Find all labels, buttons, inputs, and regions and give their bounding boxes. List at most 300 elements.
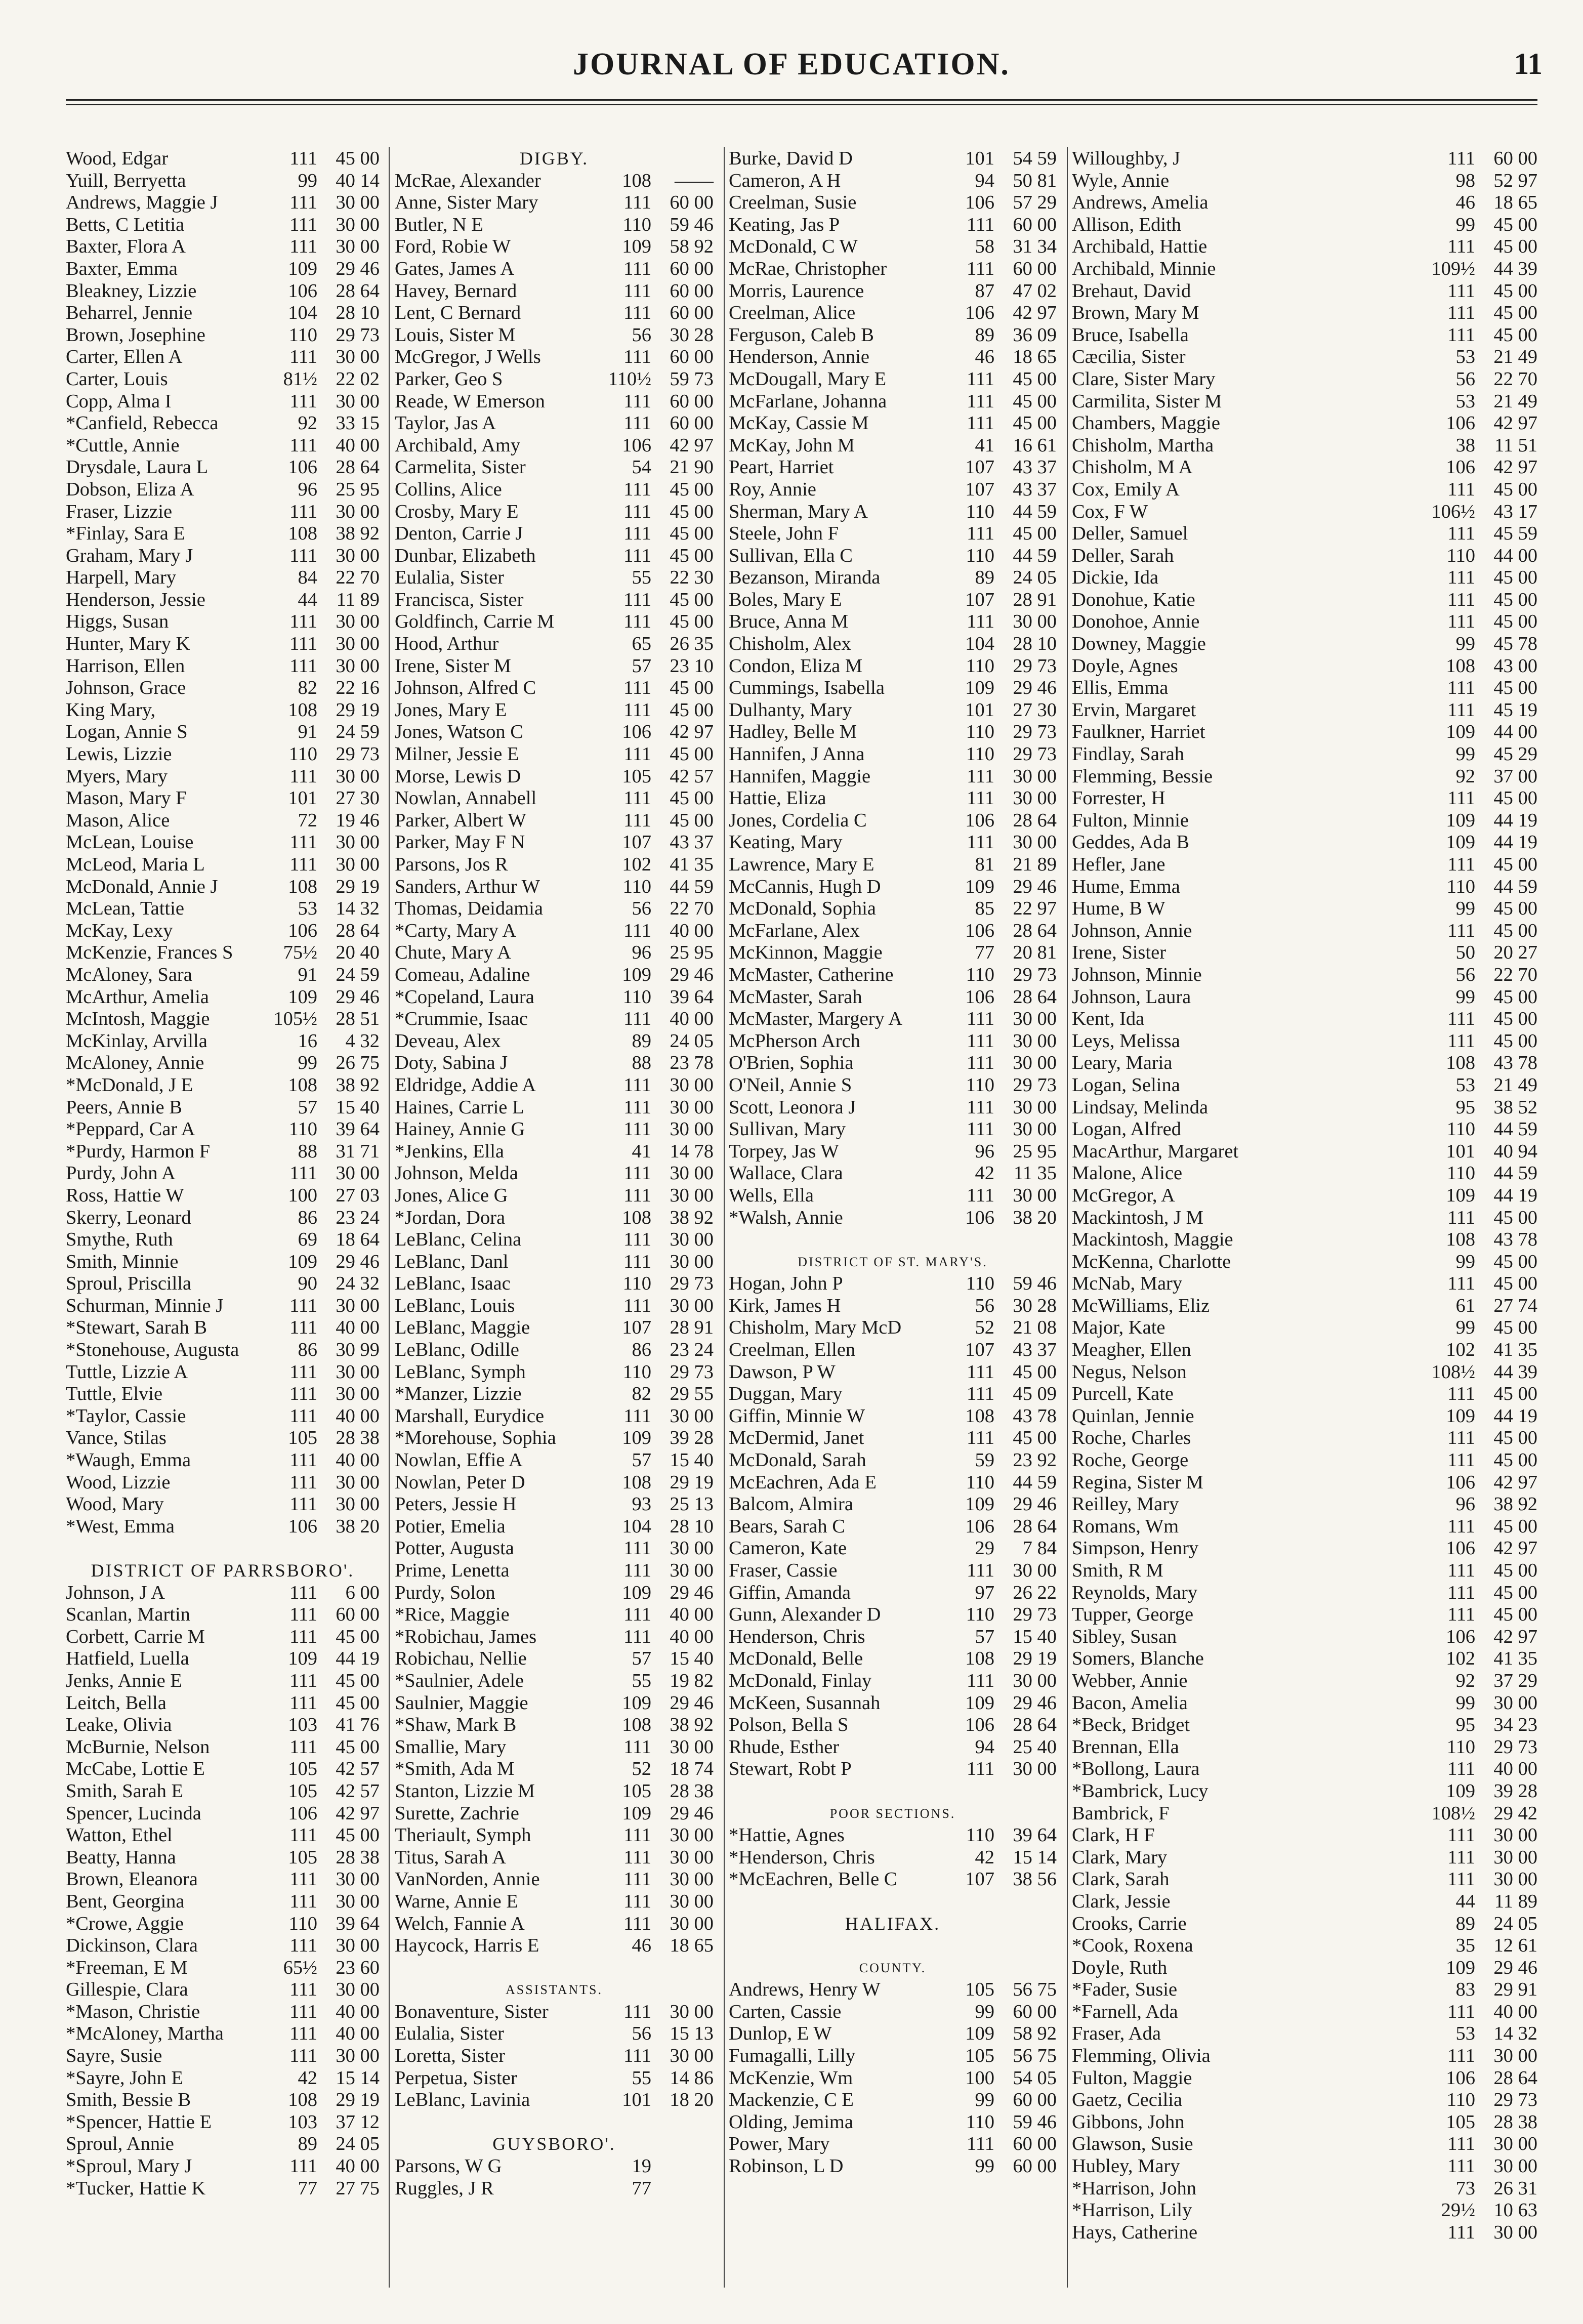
table-row [66, 1030, 380, 1053]
table-row [1072, 236, 1537, 258]
teacher-name: McDonald, C W [729, 236, 858, 258]
table-row [729, 1207, 1057, 1229]
table-row [1072, 1780, 1537, 1803]
grant-amount: 24 05 [1013, 567, 1057, 589]
grant-amount: 28 64 [1013, 1714, 1057, 1736]
teacher-name: Taylor, Jas A [395, 412, 496, 434]
teacher-name: *Stonehouse, Augusta [66, 1339, 239, 1361]
days-taught: 101 [1446, 1140, 1475, 1162]
table-row [66, 1758, 380, 1780]
table-row [395, 1295, 714, 1317]
grant-amount: 56 75 [1013, 1979, 1057, 2001]
grant-amount: 14 86 [670, 2067, 714, 2089]
grant-amount: 11 35 [1013, 1163, 1057, 1184]
table-row [395, 1780, 714, 1803]
days-taught: 106 [965, 986, 994, 1008]
table-row [729, 2045, 1057, 2067]
days-taught: 52 [975, 1317, 994, 1339]
table-row [395, 1185, 714, 1207]
days-taught: 111 [289, 1626, 317, 1647]
days-taught: 58 [975, 236, 994, 258]
teacher-name: Hogan, John P [729, 1273, 843, 1295]
teacher-name: McWilliams, Eliz [1072, 1295, 1210, 1316]
teacher-name: Leake, Olivia [66, 1714, 172, 1736]
teacher-name: Surette, Zachrie [395, 1802, 519, 1824]
teacher-name: Peers, Annie B [66, 1096, 182, 1118]
days-taught: 57 [632, 1648, 651, 1670]
grant-amount: 29 46 [1493, 1957, 1537, 1978]
days-taught: 105 [1446, 2111, 1475, 2133]
grant-amount: 28 91 [1013, 589, 1057, 610]
teacher-name: Crooks, Carrie [1072, 1913, 1187, 1934]
teacher-name: Cameron, Kate [729, 1538, 847, 1559]
teacher-name: Somers, Blanche [1072, 1648, 1204, 1670]
table-row [1072, 898, 1537, 920]
page-header [0, 0, 1583, 137]
table-row [729, 302, 1057, 324]
days-taught: 106 [288, 920, 317, 941]
days-taught: 111 [1447, 611, 1475, 633]
table-row [1072, 721, 1537, 743]
days-taught: 59 [975, 1449, 994, 1471]
table-row [1072, 479, 1537, 501]
days-taught: 90 [298, 1273, 317, 1295]
teacher-name: McGregor, A [1072, 1184, 1175, 1206]
grant-amount: 38 20 [336, 1515, 380, 1537]
days-taught: 109 [1446, 832, 1475, 853]
teacher-name: Smith, Bessie B [66, 2089, 191, 2111]
table-row [66, 1317, 380, 1339]
teacher-name: Butler, N E [395, 214, 483, 235]
teacher-name: Roche, Charles [1072, 1427, 1191, 1449]
table-row [395, 699, 714, 722]
teacher-name: Titus, Sarah A [395, 1846, 507, 1868]
days-taught: 109 [1446, 721, 1475, 743]
table-row [729, 1648, 1057, 1670]
days-taught: 106 [965, 192, 994, 214]
grant-amount: 29 73 [1013, 1074, 1057, 1096]
table-row [66, 523, 380, 545]
teacher-name: *Hattie, Agnes [729, 1824, 845, 1846]
grant-amount: 30 00 [670, 1229, 714, 1251]
teacher-name: Smallie, Mary [395, 1736, 507, 1758]
teacher-name: McDonald, Sophia [729, 898, 876, 920]
teacher-name: Cæcilia, Sister [1072, 346, 1186, 368]
teacher-name: McBurnie, Nelson [66, 1736, 210, 1758]
teacher-name: Johnson, Melda [395, 1163, 518, 1184]
grant-amount: 43 78 [1013, 1405, 1057, 1427]
table-row [1072, 2045, 1537, 2067]
days-taught: 106 [965, 1515, 994, 1537]
teacher-name: Prime, Lenetta [395, 1560, 510, 1581]
table-row [66, 721, 380, 743]
grant-amount: 30 00 [336, 832, 380, 853]
table-row [395, 1648, 714, 1670]
table-row [66, 832, 380, 854]
grant-amount: 24 59 [336, 721, 380, 743]
grant-amount: 30 00 [1493, 2155, 1537, 2177]
teacher-name: Saulnier, Maggie [395, 1692, 528, 1714]
table-row [1072, 1185, 1537, 1207]
days-taught: 102 [622, 854, 651, 875]
grant-amount: 44 19 [1493, 1405, 1537, 1427]
table-row [395, 1273, 714, 1295]
teacher-name: *Copeland, Laura [395, 986, 534, 1008]
table-row [1072, 1074, 1537, 1097]
grant-amount: 45 00 [1493, 324, 1537, 346]
teacher-name: Purdy, Solon [395, 1582, 495, 1603]
grant-amount: 28 38 [336, 1427, 380, 1449]
teacher-name: *Rice, Maggie [395, 1604, 510, 1626]
table-row [1072, 280, 1537, 303]
days-taught: 111 [623, 1538, 651, 1559]
table-row [1072, 832, 1537, 854]
teacher-name: Jones, Mary E [395, 699, 507, 721]
table-row [1072, 456, 1537, 479]
days-taught: 111 [623, 1251, 651, 1272]
grant-amount: 45 00 [670, 743, 714, 765]
grant-amount: 58 92 [1013, 2023, 1057, 2045]
table-row [729, 655, 1057, 678]
table-row [1072, 1472, 1537, 1494]
days-taught: 109 [622, 1692, 651, 1714]
teacher-name: Clark, H F [1072, 1824, 1155, 1846]
grant-amount: 25 40 [1013, 1736, 1057, 1758]
table-row [1072, 412, 1537, 435]
grant-amount: 42 57 [336, 1758, 380, 1780]
teacher-name: Lindsay, Melinda [1072, 1096, 1209, 1118]
days-taught: 82 [298, 677, 317, 699]
table-row [395, 832, 714, 854]
table-row [1072, 1803, 1537, 1825]
days-taught: 111 [623, 2001, 651, 2022]
days-taught: 108 [288, 699, 317, 721]
grant-amount: 42 57 [336, 1780, 380, 1802]
grant-amount: 45 00 [1493, 236, 1537, 258]
teacher-name: Hume, B W [1072, 898, 1165, 920]
teacher-name: Lewis, Lizzie [66, 743, 172, 765]
grant-amount: 30 00 [670, 2001, 714, 2022]
days-taught: 86 [298, 1207, 317, 1228]
teacher-name: McMaster, Margery A [729, 1008, 903, 1030]
table-row [66, 1163, 380, 1185]
table-row [1072, 1648, 1537, 1670]
teacher-name: Wood, Edgar [66, 148, 169, 169]
days-taught: 56 [632, 324, 651, 346]
grant-amount: 60 00 [1013, 2089, 1057, 2111]
table-row [395, 1604, 714, 1626]
table-row [1072, 1714, 1537, 1736]
teacher-name: McKay, John M [729, 434, 855, 456]
table-row [395, 1097, 714, 1119]
teacher-name: Wood, Lizzie [66, 1471, 171, 1493]
table-row [729, 1869, 1057, 1891]
days-taught: 111 [967, 390, 994, 412]
table-row [66, 633, 380, 655]
teacher-name: Harpell, Mary [66, 567, 177, 589]
teacher-name: Peters, Jessie H [395, 1493, 517, 1515]
teacher-name: Scanlan, Martin [66, 1604, 190, 1626]
table-row [66, 1935, 380, 1957]
table-row [729, 1052, 1057, 1074]
days-taught: 108½ [1431, 1802, 1475, 1824]
grant-amount: 43 37 [1013, 478, 1057, 500]
table-row [395, 854, 714, 876]
grant-amount: 30 00 [1013, 1758, 1057, 1780]
teacher-name: Polson, Bella S [729, 1714, 849, 1736]
days-taught: 111 [289, 1405, 317, 1427]
teacher-name: Fraser, Lizzie [66, 501, 173, 522]
teacher-name: Sullivan, Mary [729, 1118, 846, 1140]
section-heading: POOR SECTIONS. [829, 1806, 956, 1821]
teacher-name: Nowlan, Peter D [395, 1471, 525, 1493]
table-row [66, 258, 380, 280]
days-taught: 111 [1447, 1515, 1475, 1537]
teacher-name: Betts, C Letitia [66, 214, 185, 235]
teacher-name: Fulton, Maggie [1072, 2067, 1192, 2089]
days-taught: 102 [1446, 1339, 1475, 1361]
table-row [395, 280, 714, 303]
days-taught: 55 [632, 1670, 651, 1691]
grant-amount: 38 92 [670, 1207, 714, 1228]
grant-amount: 44 39 [1493, 1361, 1537, 1383]
table-row [1072, 1582, 1537, 1604]
header-rule [66, 99, 1537, 101]
teacher-name: *McEachren, Belle C [729, 1869, 897, 1890]
days-taught: 109½ [1431, 258, 1475, 279]
teacher-name: Parker, Albert W [395, 809, 526, 831]
days-taught: 42 [975, 1846, 994, 1868]
teacher-name: Copp, Alma I [66, 390, 172, 412]
days-taught: 101 [965, 699, 994, 721]
teacher-name: Brennan, Ella [1072, 1736, 1179, 1758]
grant-amount: 40 00 [670, 1604, 714, 1626]
teacher-name: Deller, Sarah [1072, 545, 1174, 566]
days-taught: 103 [288, 2111, 317, 2133]
table-row [395, 1493, 714, 1516]
section-heading: DISTRICT OF ST. MARY'S. [798, 1254, 988, 1269]
teacher-name: *Stewart, Sarah B [66, 1317, 207, 1339]
section-heading: DISTRICT OF PARRSBORO'. [91, 1560, 355, 1581]
days-taught: 55 [632, 567, 651, 589]
teacher-name: *Bambrick, Lucy [1072, 1780, 1209, 1802]
table-row [729, 633, 1057, 655]
days-taught: 111 [623, 523, 651, 545]
grant-amount: 30 00 [1013, 1030, 1057, 1052]
days-taught: 77 [975, 942, 994, 964]
days-taught: 111 [289, 390, 317, 412]
teacher-name: Roy, Annie [729, 478, 816, 500]
table-row [729, 1008, 1057, 1030]
teacher-name: Meagher, Ellen [1072, 1339, 1191, 1361]
grant-amount: 27 03 [336, 1184, 380, 1206]
days-taught: 111 [967, 523, 994, 545]
teacher-name: Carter, Ellen A [66, 346, 183, 368]
table-row [1072, 1604, 1537, 1626]
days-taught: 107 [965, 1869, 994, 1890]
grant-amount: 23 78 [670, 1052, 714, 1074]
teacher-name: Balcom, Almira [729, 1493, 853, 1515]
grant-amount: 24 32 [336, 1273, 380, 1295]
table-row [1072, 2001, 1537, 2023]
table-row [66, 501, 380, 523]
grant-amount: 45 00 [1013, 1361, 1057, 1383]
teacher-name: Chisholm, Alex [729, 633, 851, 655]
grant-amount: 45 00 [670, 787, 714, 809]
grant-amount: 21 90 [670, 456, 714, 478]
days-taught: 107 [622, 832, 651, 853]
table-row [395, 2023, 714, 2045]
grant-amount: 54 05 [1013, 2067, 1057, 2089]
days-taught: 109 [288, 986, 317, 1008]
grant-amount: 28 64 [1013, 920, 1057, 941]
days-taught: 109 [288, 258, 317, 279]
teacher-name: McDonald, Belle [729, 1648, 863, 1670]
table-row [1072, 1163, 1537, 1185]
days-taught: 77 [298, 2177, 317, 2199]
teacher-name: Johnson, Minnie [1072, 964, 1202, 985]
table-row [395, 368, 714, 391]
grant-amount: 40 94 [1493, 1140, 1537, 1162]
days-taught: 107 [965, 456, 994, 478]
grant-amount: 42 57 [670, 765, 714, 787]
grant-amount: 45 59 [1493, 523, 1537, 545]
teacher-name: Glawson, Susie [1072, 2133, 1193, 2155]
days-taught: 109 [622, 964, 651, 985]
grant-amount: 22 70 [336, 567, 380, 589]
days-taught: 111 [1447, 2133, 1475, 2155]
table-row [1072, 1118, 1537, 1141]
grant-amount: 45 00 [336, 148, 380, 169]
days-taught: 61 [1455, 1295, 1475, 1316]
grant-amount: 29 46 [336, 986, 380, 1008]
teacher-name: Johnson, Laura [1072, 986, 1191, 1008]
table-row [729, 1758, 1057, 1780]
days-taught: 105 [288, 1846, 317, 1868]
grant-amount: 42 97 [1493, 412, 1537, 434]
table-row [729, 170, 1057, 192]
days-taught: 99 [298, 1052, 317, 1074]
days-taught: 41 [632, 1140, 651, 1162]
days-taught: 104 [965, 633, 994, 655]
grant-amount: 45 00 [1493, 302, 1537, 324]
grant-amount: 22 02 [336, 368, 380, 390]
days-taught: 89 [975, 324, 994, 346]
teacher-name: Robichau, Nellie [395, 1648, 527, 1670]
table-row [66, 545, 380, 567]
days-taught: 111 [623, 1163, 651, 1184]
days-taught: 99 [1455, 633, 1475, 655]
days-taught: 111 [967, 214, 994, 235]
grant-amount: 28 10 [670, 1515, 714, 1537]
teacher-name: Archibald, Hattie [1072, 236, 1207, 258]
grant-amount: 44 19 [1493, 832, 1537, 853]
days-taught: 111 [289, 1670, 317, 1691]
days-taught: 99 [975, 2155, 994, 2177]
days-taught: 81½ [283, 368, 317, 390]
column-2 [395, 148, 714, 2284]
table-row [66, 787, 380, 810]
teacher-name: Giffin, Minnie W [729, 1405, 865, 1427]
table-row [1072, 1913, 1537, 1935]
days-taught: 111 [1447, 324, 1475, 346]
grant-amount: 30 00 [1493, 2221, 1537, 2243]
days-taught: 111 [623, 545, 651, 566]
days-taught: 94 [975, 170, 994, 191]
days-taught: 65½ [283, 1957, 317, 1978]
days-taught: 108 [622, 1714, 651, 1736]
grant-amount: 22 70 [1493, 368, 1537, 390]
teacher-name: *Cuttle, Annie [66, 434, 180, 456]
grant-amount: 30 00 [670, 1118, 714, 1140]
teacher-name: McDonald, Annie J [66, 876, 218, 897]
grant-amount: 30 00 [336, 346, 380, 368]
teacher-name: McRae, Christopher [729, 258, 887, 279]
grant-amount: 30 00 [336, 545, 380, 566]
teacher-name: Gaetz, Cecilia [1072, 2089, 1183, 2111]
days-taught: 111 [623, 192, 651, 214]
teacher-name: Fumagalli, Lilly [729, 2045, 856, 2067]
days-taught: 108 [1446, 655, 1475, 677]
grant-amount: 15 40 [1013, 1626, 1057, 1647]
grant-amount: 45 00 [1493, 1582, 1537, 1603]
table-row [1072, 1692, 1537, 1715]
grant-amount: 45 00 [1493, 1030, 1537, 1052]
table-row [66, 876, 380, 898]
table-row [729, 545, 1057, 567]
grant-amount: 28 38 [336, 1846, 380, 1868]
days-taught: 111 [1447, 2045, 1475, 2067]
days-taught: 100 [965, 2067, 994, 2089]
days-taught: 53 [1455, 2023, 1475, 2045]
teacher-name: Cox, F W [1072, 501, 1148, 522]
days-taught: 56 [1455, 368, 1475, 390]
table-row [729, 258, 1057, 280]
days-taught: 111 [623, 1229, 651, 1251]
teacher-name: Brehaut, David [1072, 280, 1191, 302]
table-row [1072, 2067, 1537, 2090]
teacher-name: Allison, Edith [1072, 214, 1182, 235]
table-row [395, 2067, 714, 2090]
grant-amount: 45 00 [1013, 523, 1057, 545]
days-taught: 99 [298, 170, 317, 191]
teacher-name: Haines, Carrie L [395, 1096, 524, 1118]
days-taught: 109 [622, 236, 651, 258]
teacher-name: *Taylor, Cassie [66, 1405, 186, 1427]
table-row [66, 1008, 380, 1030]
teacher-name: Marshall, Eurydice [395, 1405, 545, 1427]
table-row [1072, 1979, 1537, 2001]
teacher-name: Archibald, Amy [395, 434, 521, 456]
grant-amount: 60 00 [1013, 2133, 1057, 2155]
days-taught: 111 [289, 148, 317, 169]
days-taught: 92 [1455, 765, 1475, 787]
days-taught: 111 [623, 390, 651, 412]
table-row [729, 1472, 1057, 1494]
table-row [66, 2045, 380, 2067]
table-row [729, 192, 1057, 214]
days-taught: 111 [967, 1427, 994, 1449]
days-taught: 91 [298, 964, 317, 985]
days-taught: 111 [1447, 567, 1475, 589]
teacher-name: Mackintosh, Maggie [1072, 1229, 1233, 1251]
teacher-name: Condon, Eliza M [729, 655, 863, 677]
teacher-name: *Cook, Roxena [1072, 1935, 1193, 1957]
grant-amount: 30 00 [670, 1251, 714, 1272]
grant-amount: 43 78 [1493, 1052, 1537, 1074]
days-taught: 111 [1447, 589, 1475, 610]
table-row [729, 611, 1057, 633]
